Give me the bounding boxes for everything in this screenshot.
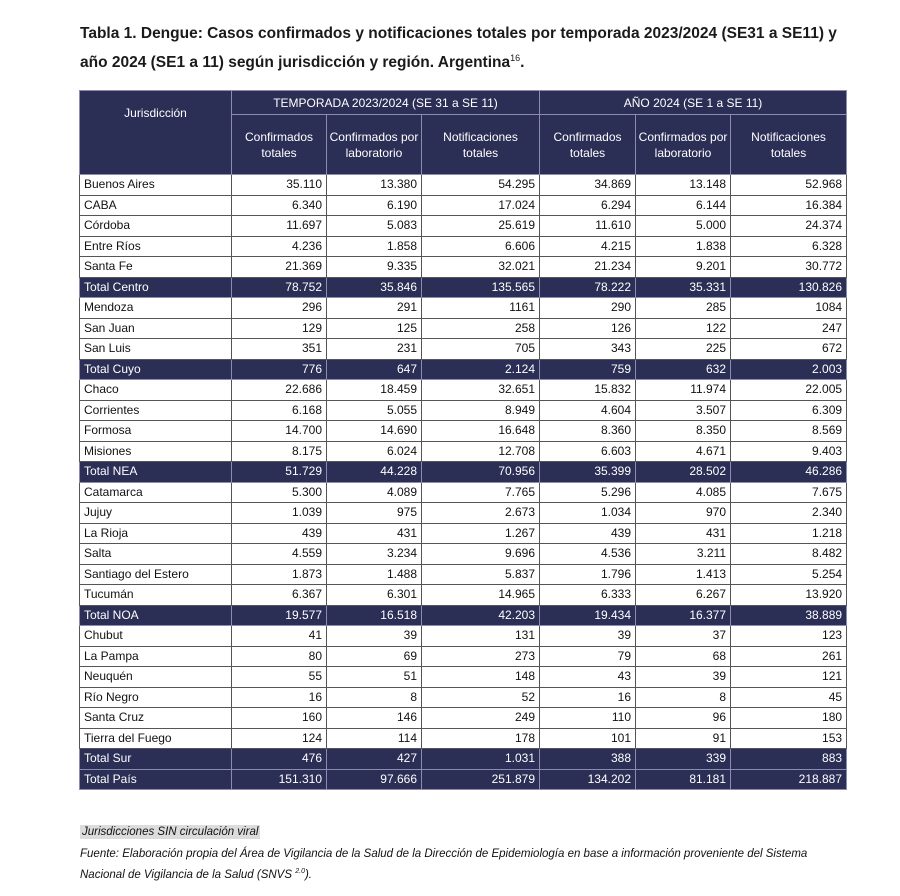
value-cell: 15.832	[540, 380, 636, 401]
row-name-cell: La Rioja	[80, 523, 232, 544]
value-cell: 14.700	[232, 421, 327, 442]
value-cell: 35.399	[540, 462, 636, 483]
row-name-cell: Total Sur	[80, 749, 232, 770]
table-title	[80, 22, 840, 75]
value-cell: 110	[540, 708, 636, 729]
value-cell: 672	[731, 339, 847, 360]
value-cell: 6.294	[540, 195, 636, 216]
row-name-cell: Buenos Aires	[80, 175, 232, 196]
source-note	[80, 846, 840, 884]
value-cell: 343	[540, 339, 636, 360]
value-cell: 883	[731, 749, 847, 770]
title-period: .	[520, 54, 525, 72]
value-cell: 78.752	[232, 277, 327, 298]
value-cell: 5.837	[422, 564, 540, 585]
value-cell: 16.648	[422, 421, 540, 442]
value-cell: 39	[327, 626, 422, 647]
table-row	[80, 646, 847, 667]
value-cell: 22.686	[232, 380, 327, 401]
value-cell: 25.619	[422, 216, 540, 237]
value-cell: 273	[422, 646, 540, 667]
value-cell: 7.765	[422, 482, 540, 503]
value-cell: 11.974	[636, 380, 731, 401]
value-cell: 9.696	[422, 544, 540, 565]
value-cell: 3.507	[636, 400, 731, 421]
value-cell: 129	[232, 318, 327, 339]
value-cell: 135.565	[422, 277, 540, 298]
table-total-row	[80, 605, 847, 626]
row-name-cell: Total País	[80, 769, 232, 790]
value-cell: 251.879	[422, 769, 540, 790]
value-cell: 8.569	[731, 421, 847, 442]
value-cell: 339	[636, 749, 731, 770]
value-cell: 8.360	[540, 421, 636, 442]
value-cell: 79	[540, 646, 636, 667]
value-cell: 1.796	[540, 564, 636, 585]
value-cell: 39	[540, 626, 636, 647]
row-name-cell: Total NEA	[80, 462, 232, 483]
value-cell: 121	[731, 667, 847, 688]
table-row	[80, 298, 847, 319]
value-cell: 4.089	[327, 482, 422, 503]
value-cell: 80	[232, 646, 327, 667]
table-row	[80, 257, 847, 278]
row-name-cell: Mendoza	[80, 298, 232, 319]
value-cell: 9.403	[731, 441, 847, 462]
value-cell: 124	[232, 728, 327, 749]
value-cell: 1.218	[731, 523, 847, 544]
table-row	[80, 318, 847, 339]
value-cell: 21.234	[540, 257, 636, 278]
value-cell: 134.202	[540, 769, 636, 790]
table-total-row	[80, 359, 847, 380]
value-cell: 8.350	[636, 421, 731, 442]
row-name-cell: Catamarca	[80, 482, 232, 503]
value-cell: 16	[232, 687, 327, 708]
header-group-temporada: TEMPORADA 2023/2024 (SE 31 a SE 11)	[232, 91, 540, 115]
value-cell: 261	[731, 646, 847, 667]
value-cell: 6.024	[327, 441, 422, 462]
value-cell: 975	[327, 503, 422, 524]
table-row	[80, 708, 847, 729]
value-cell: 632	[636, 359, 731, 380]
value-cell: 38.889	[731, 605, 847, 626]
value-cell: 970	[636, 503, 731, 524]
value-cell: 3.211	[636, 544, 731, 565]
table-row	[80, 585, 847, 606]
table-body	[80, 175, 847, 790]
source-sup: 2.0	[295, 868, 305, 875]
value-cell: 4.236	[232, 236, 327, 257]
value-cell: 18.459	[327, 380, 422, 401]
value-cell: 6.340	[232, 195, 327, 216]
value-cell: 43	[540, 667, 636, 688]
value-cell: 11.610	[540, 216, 636, 237]
table-row	[80, 482, 847, 503]
header-col: Confirmados por laboratorio	[327, 115, 422, 175]
header-col: Confirmados totales	[232, 115, 327, 175]
value-cell: 8.175	[232, 441, 327, 462]
value-cell: 35.331	[636, 277, 731, 298]
row-name-cell: Entre Ríos	[80, 236, 232, 257]
value-cell: 46.286	[731, 462, 847, 483]
value-cell: 290	[540, 298, 636, 319]
value-cell: 258	[422, 318, 540, 339]
table-row	[80, 195, 847, 216]
value-cell: 114	[327, 728, 422, 749]
value-cell: 6.267	[636, 585, 731, 606]
value-cell: 1.034	[540, 503, 636, 524]
table-row	[80, 400, 847, 421]
value-cell: 19.434	[540, 605, 636, 626]
value-cell: 1084	[731, 298, 847, 319]
table-row	[80, 236, 847, 257]
header-group-anio: AÑO 2024 (SE 1 a SE 11)	[540, 91, 847, 115]
table-total-row	[80, 749, 847, 770]
value-cell: 8	[327, 687, 422, 708]
value-cell: 34.869	[540, 175, 636, 196]
value-cell: 439	[232, 523, 327, 544]
value-cell: 178	[422, 728, 540, 749]
value-cell: 5.083	[327, 216, 422, 237]
source-text: Fuente: Elaboración propia del Área de Vigilancia de la Salud de la Dirección de Epidemiología en base a información proveniente del Sistema Nacional de Vigilancia de la Salud (SNVS	[80, 848, 808, 881]
row-name-cell: Total Centro	[80, 277, 232, 298]
row-name-cell: Santa Fe	[80, 257, 232, 278]
value-cell: 6.168	[232, 400, 327, 421]
value-cell: 130.826	[731, 277, 847, 298]
table-total-row	[80, 277, 847, 298]
value-cell: 37	[636, 626, 731, 647]
row-name-cell: Total Cuyo	[80, 359, 232, 380]
value-cell: 4.215	[540, 236, 636, 257]
row-name-cell: Tierra del Fuego	[80, 728, 232, 749]
value-cell: 21.369	[232, 257, 327, 278]
row-name-cell: La Pampa	[80, 646, 232, 667]
value-cell: 1.031	[422, 749, 540, 770]
row-name-cell: Santa Cruz	[80, 708, 232, 729]
value-cell: 96	[636, 708, 731, 729]
value-cell: 7.675	[731, 482, 847, 503]
value-cell: 8.482	[731, 544, 847, 565]
source-end: ).	[304, 868, 312, 881]
row-name-cell: Chubut	[80, 626, 232, 647]
value-cell: 8	[636, 687, 731, 708]
value-cell: 91	[636, 728, 731, 749]
row-name-cell: Formosa	[80, 421, 232, 442]
value-cell: 6.367	[232, 585, 327, 606]
value-cell: 9.201	[636, 257, 731, 278]
value-cell: 70.956	[422, 462, 540, 483]
value-cell: 19.577	[232, 605, 327, 626]
value-cell: 32.651	[422, 380, 540, 401]
value-cell: 291	[327, 298, 422, 319]
value-cell: 249	[422, 708, 540, 729]
title-text: Tabla 1. Dengue: Casos confirmados y notificaciones totales por temporada 2023/2024 (SE31 a SE11) y año 2024 (SE1 a 11) según jurisdicción y región. Argentina	[80, 25, 837, 72]
row-name-cell: Chaco	[80, 380, 232, 401]
value-cell: 180	[731, 708, 847, 729]
value-cell: 1.413	[636, 564, 731, 585]
value-cell: 351	[232, 339, 327, 360]
dengue-table	[79, 90, 847, 790]
value-cell: 17.024	[422, 195, 540, 216]
value-cell: 6.144	[636, 195, 731, 216]
value-cell: 247	[731, 318, 847, 339]
value-cell: 705	[422, 339, 540, 360]
value-cell: 51.729	[232, 462, 327, 483]
value-cell: 13.380	[327, 175, 422, 196]
row-name-cell: Santiago del Estero	[80, 564, 232, 585]
table-row	[80, 687, 847, 708]
value-cell: 148	[422, 667, 540, 688]
table-row	[80, 626, 847, 647]
table-row	[80, 175, 847, 196]
value-cell: 28.502	[636, 462, 731, 483]
value-cell: 52	[422, 687, 540, 708]
value-cell: 296	[232, 298, 327, 319]
header-col: Confirmados totales	[540, 115, 636, 175]
value-cell: 6.309	[731, 400, 847, 421]
value-cell: 6.606	[422, 236, 540, 257]
value-cell: 55	[232, 667, 327, 688]
value-cell: 44.228	[327, 462, 422, 483]
value-cell: 1.873	[232, 564, 327, 585]
value-cell: 123	[731, 626, 847, 647]
header-jurisdiccion: Jurisdicción	[80, 91, 232, 175]
value-cell: 16	[540, 687, 636, 708]
value-cell: 6.328	[731, 236, 847, 257]
value-cell: 22.005	[731, 380, 847, 401]
value-cell: 41	[232, 626, 327, 647]
title-footnote-ref: 16	[510, 53, 521, 63]
value-cell: 9.335	[327, 257, 422, 278]
row-name-cell: Jujuy	[80, 503, 232, 524]
value-cell: 439	[540, 523, 636, 544]
table-row	[80, 523, 847, 544]
value-cell: 427	[327, 749, 422, 770]
value-cell: 35.846	[327, 277, 422, 298]
value-cell: 160	[232, 708, 327, 729]
row-name-cell: Río Negro	[80, 687, 232, 708]
value-cell: 1161	[422, 298, 540, 319]
value-cell: 4.604	[540, 400, 636, 421]
value-cell: 4.085	[636, 482, 731, 503]
header-col: Notificaciones totales	[422, 115, 540, 175]
value-cell: 1.488	[327, 564, 422, 585]
value-cell: 2.340	[731, 503, 847, 524]
header-col: Notificaciones totales	[731, 115, 847, 175]
value-cell: 1.267	[422, 523, 540, 544]
value-cell: 647	[327, 359, 422, 380]
table-row	[80, 421, 847, 442]
value-cell: 431	[636, 523, 731, 544]
value-cell: 6.301	[327, 585, 422, 606]
value-cell: 1.838	[636, 236, 731, 257]
value-cell: 24.374	[731, 216, 847, 237]
table-row	[80, 503, 847, 524]
table-row	[80, 380, 847, 401]
value-cell: 1.858	[327, 236, 422, 257]
value-cell: 2.673	[422, 503, 540, 524]
value-cell: 5.000	[636, 216, 731, 237]
table-total-row	[80, 769, 847, 790]
value-cell: 16.384	[731, 195, 847, 216]
value-cell: 4.671	[636, 441, 731, 462]
header-col: Confirmados por laboratorio	[636, 115, 731, 175]
value-cell: 2.124	[422, 359, 540, 380]
row-name-cell: San Luis	[80, 339, 232, 360]
table-row	[80, 728, 847, 749]
row-name-cell: Tucumán	[80, 585, 232, 606]
value-cell: 388	[540, 749, 636, 770]
value-cell: 285	[636, 298, 731, 319]
value-cell: 476	[232, 749, 327, 770]
table-row	[80, 441, 847, 462]
legend-note: Jurisdicciones SIN circulación viral	[82, 826, 259, 838]
value-cell: 97.666	[327, 769, 422, 790]
value-cell: 151.310	[232, 769, 327, 790]
table-row	[80, 564, 847, 585]
value-cell: 6.190	[327, 195, 422, 216]
value-cell: 51	[327, 667, 422, 688]
value-cell: 39	[636, 667, 731, 688]
value-cell: 5.055	[327, 400, 422, 421]
value-cell: 16.377	[636, 605, 731, 626]
value-cell: 6.603	[540, 441, 636, 462]
value-cell: 12.708	[422, 441, 540, 462]
value-cell: 153	[731, 728, 847, 749]
table-row	[80, 339, 847, 360]
value-cell: 4.559	[232, 544, 327, 565]
row-name-cell: San Juan	[80, 318, 232, 339]
row-name-cell: Total NOA	[80, 605, 232, 626]
value-cell: 32.021	[422, 257, 540, 278]
value-cell: 1.039	[232, 503, 327, 524]
value-cell: 131	[422, 626, 540, 647]
value-cell: 8.949	[422, 400, 540, 421]
table-total-row	[80, 462, 847, 483]
value-cell: 225	[636, 339, 731, 360]
value-cell: 3.234	[327, 544, 422, 565]
value-cell: 218.887	[731, 769, 847, 790]
value-cell: 13.148	[636, 175, 731, 196]
value-cell: 5.296	[540, 482, 636, 503]
value-cell: 5.300	[232, 482, 327, 503]
value-cell: 125	[327, 318, 422, 339]
table-row	[80, 216, 847, 237]
value-cell: 13.920	[731, 585, 847, 606]
row-name-cell: Córdoba	[80, 216, 232, 237]
header-group-row	[80, 91, 847, 115]
value-cell: 14.965	[422, 585, 540, 606]
value-cell: 146	[327, 708, 422, 729]
value-cell: 101	[540, 728, 636, 749]
value-cell: 52.968	[731, 175, 847, 196]
value-cell: 126	[540, 318, 636, 339]
value-cell: 231	[327, 339, 422, 360]
row-name-cell: CABA	[80, 195, 232, 216]
value-cell: 2.003	[731, 359, 847, 380]
row-name-cell: Salta	[80, 544, 232, 565]
value-cell: 5.254	[731, 564, 847, 585]
row-name-cell: Corrientes	[80, 400, 232, 421]
value-cell: 776	[232, 359, 327, 380]
value-cell: 30.772	[731, 257, 847, 278]
value-cell: 68	[636, 646, 731, 667]
value-cell: 81.181	[636, 769, 731, 790]
value-cell: 6.333	[540, 585, 636, 606]
value-cell: 54.295	[422, 175, 540, 196]
row-name-cell: Neuquén	[80, 667, 232, 688]
value-cell: 431	[327, 523, 422, 544]
value-cell: 14.690	[327, 421, 422, 442]
table-row	[80, 667, 847, 688]
row-name-cell: Misiones	[80, 441, 232, 462]
value-cell: 122	[636, 318, 731, 339]
value-cell: 11.697	[232, 216, 327, 237]
value-cell: 69	[327, 646, 422, 667]
value-cell: 4.536	[540, 544, 636, 565]
value-cell: 759	[540, 359, 636, 380]
value-cell: 45	[731, 687, 847, 708]
value-cell: 42.203	[422, 605, 540, 626]
table-row	[80, 544, 847, 565]
value-cell: 16.518	[327, 605, 422, 626]
value-cell: 78.222	[540, 277, 636, 298]
value-cell: 35.110	[232, 175, 327, 196]
